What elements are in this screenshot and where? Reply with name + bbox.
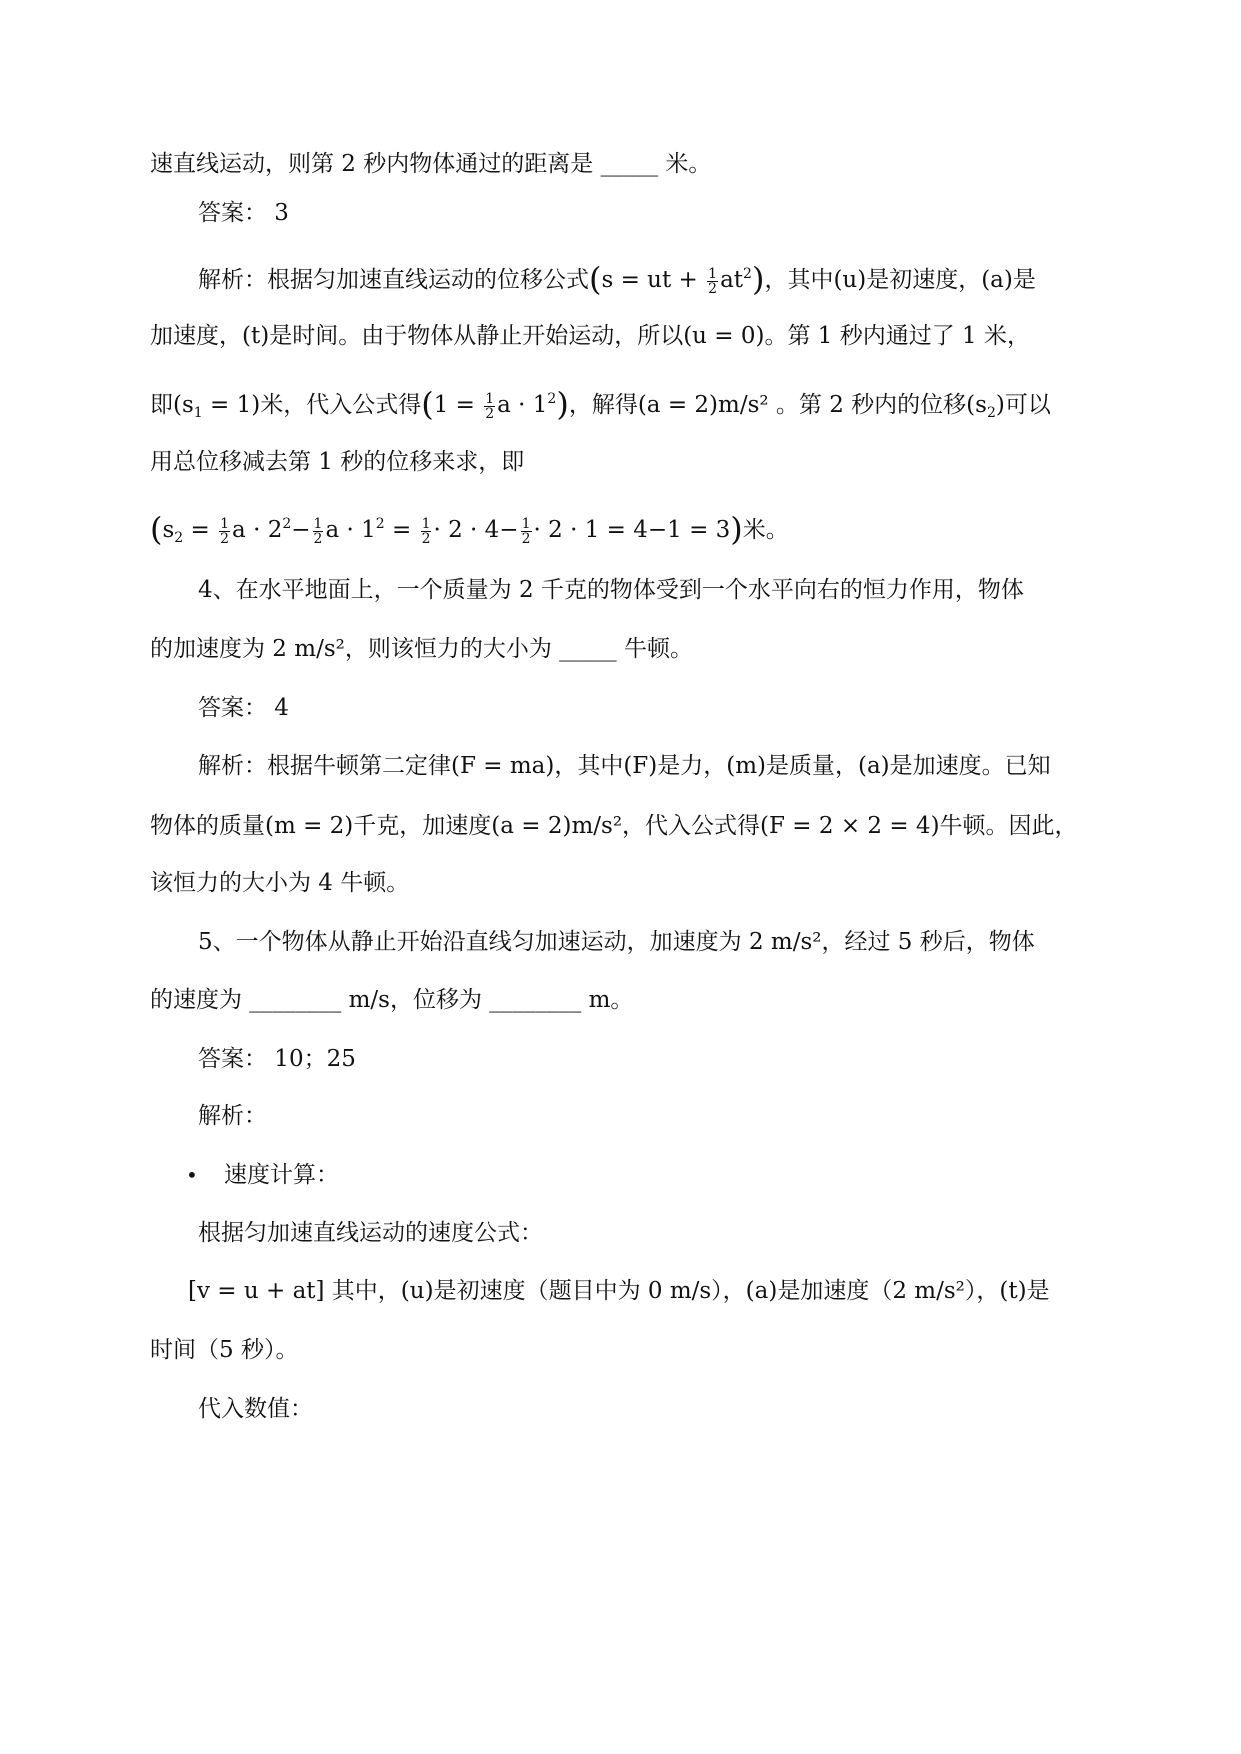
analysis-line: 解析：根据牛顿第二定律(F = ma)，其中(F)是力，(m)是质量，(a)是加速度。已知 xyxy=(198,753,1051,779)
text-line: 的速度为 ________ m/s，位移为 ________ m。 xyxy=(150,987,634,1013)
answer-line: 答案： 4 xyxy=(198,695,289,721)
analysis-line: 解析： xyxy=(198,1103,267,1129)
text-line: 加速度，(t)是时间。由于物体从静止开始运动，所以(u = 0)。第 1 秒内通过了 1 米， xyxy=(150,323,1030,349)
fraction: $\frac{1}{2}$ xyxy=(485,390,495,422)
answer-line: 答案： 10；25 xyxy=(198,1046,356,1072)
equation-line: ($s_2$ = $\frac{1}{2}$ $a \cdot 2^2-$ $\frac{1}{2}$ $a \cdot 1^2$ = $\frac{1}{2}$ · 2 · 4− $\frac{1}{2}$ · 2 · 1 = 4−1 = 3)米。 xyxy=(150,510,789,548)
text-line: 的加速度为 2 m/s²，则该恒力的大小为 _____ 牛顿。 xyxy=(150,636,693,662)
answer-line: 答案： 3 xyxy=(198,200,289,226)
text-line: 即$(s_1 = 1)$米，代入公式得(1 = $\frac{1}{2}$ $a \cdot 1^2$)，解得(a = 2)m/s² 。第 2 秒内的位移$(s_2)$可以 xyxy=(150,385,1051,423)
fraction: $\frac{1}{2}$ xyxy=(521,515,531,547)
question-line: 5、一个物体从静止开始沿直线匀加速运动，加速度为 2 m/s²，经过 5 秒后，物体 xyxy=(198,929,1035,955)
text-line: [v = u + at] 其中，(u)是初速度（题目中为 0 m/s），(a)是加速度（2 m/s²），(t)是 xyxy=(188,1278,1050,1304)
bullet-icon: • xyxy=(186,1163,198,1187)
question-line: 4、在水平地面上，一个质量为 2 千克的物体受到一个水平向右的恒力作用，物体 xyxy=(198,577,1024,603)
text-line: 用总位移减去第 1 秒的位移来求，即 xyxy=(150,449,525,475)
text-line: 根据匀加速直线运动的速度公式： xyxy=(198,1220,543,1246)
fraction: $\frac{1}{2}$ xyxy=(220,515,230,547)
text-line: 速直线运动，则第 2 秒内物体通过的距离是 _____ 米。 xyxy=(150,151,712,177)
fraction: $\frac{1}{2}$ xyxy=(421,515,431,547)
fraction: $\frac{1}{2}$ xyxy=(313,515,323,547)
analysis-line: 解析：根据匀加速直线运动的位移公式(s = ut + $\frac{1}{2}$ $at^2$)，其中(u)是初速度，(a)是 xyxy=(198,260,1036,298)
list-item: 速度计算： xyxy=(224,1162,339,1188)
text-line: 该恒力的大小为 4 牛顿。 xyxy=(150,870,410,896)
text-line: 物体的质量(m = 2)千克，加速度(a = 2)m/s²，代入公式得(F = 2 × 2 = 4)牛顿。因此， xyxy=(150,813,1078,839)
fraction: $\frac{1}{2}$ xyxy=(708,265,718,297)
text-line: 代入数值： xyxy=(198,1396,313,1422)
text-line: 时间（5 秒）。 xyxy=(150,1337,299,1363)
